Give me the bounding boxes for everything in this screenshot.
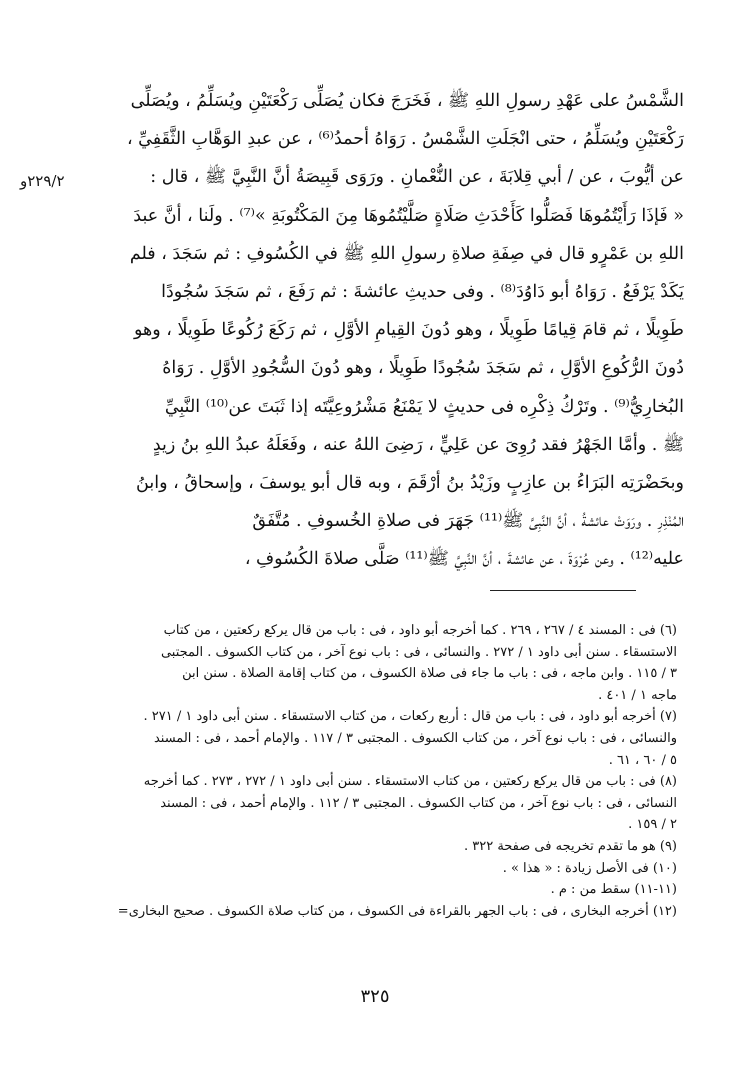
body-line: وبحَضْرَتِه البَرَاءُ بن عازِبٍ وزَيْدُ بنُ أرْقَمَ ، وبه قال أبو يوسفَ ، وإسحاقُ ، وابنُ (136, 472, 684, 493)
body-line: يَكَدْ يَرْفَعُ . رَوَاهُ أبو دَاوُدَ⁽⁸⁾ . وفى حديثِ عائشةَ : ثم رَفَعَ ، ثم سَجَدَ سُجُودًا (161, 281, 684, 302)
body-line: دُونَ الرُّكُوعِ الأوَّلِ ، ثم سَجَدَ سُجُودًا طَوِيلًا ، وهو دُونَ السُّجُودِ الأوَّلِ . رَوَاهُ (162, 358, 684, 379)
footnote-line: (١٢) أخرجه البخارى ، فى : باب الجهر بالقراءة فى الكسوف ، من كتاب صلاة الكسوف . صحيح البخارى= (117, 903, 677, 919)
footnote-line: ماجه ١ / ٤٠١ . (598, 687, 677, 703)
main-body-text (78, 82, 684, 578)
body-line: عن أيُّوبَ ، عن / أبي قِلابَةَ ، عن النُّعْمانِ . ورَوَى قَبِيصَةُ أنَّ النَّبِيَّ ﷺ ، قال : (150, 167, 684, 188)
footnote-line: النسائى ، فى : باب نوع آخر ، من كتاب الكسوف . المجتبى ٣ / ١١٢ . والإمام أحمد ، فى : المسند (160, 795, 677, 811)
body-line: طَوِيلًا ، ثم قامَ قِيامًا طَوِيلًا ، وهو دُونَ القِيامِ الأوَّلِ ، ثم رَكَعَ رُكُوعًا طَوِيلًا ، وهو (134, 320, 684, 341)
footnote-line: (١٠) فى الأصل زيادة : « هذا » . (502, 860, 677, 876)
body-line: عليه⁽¹²⁾ . وعن عُرْوَةَ ، عن عائشةَ ، أنَّ النَّبِيَّ ﷺ⁽¹¹⁾ صَلَّى صلاةَ الكُسُوفِ ، (244, 549, 684, 570)
footnote-line: (٨) فى : باب من قال يركع ركعتين ، من كتاب الاستسقاء . سنن أبى داود ١ / ٢٧٢ ، ٢٧٣ . كما أخرجه (143, 774, 677, 790)
footnote-line: والنسائى ، فى : باب نوع آخر ، من كتاب الكسوف . المجتبى ٣ / ١١٧ . والإمام أحمد ، فى : المسند (153, 730, 677, 746)
footnote-line: (١١-١١) سقط من : م . (550, 882, 677, 898)
footnotes (92, 620, 677, 922)
footnote-divider (490, 590, 636, 591)
footnote-line: الاستسقاء . سنن أبى داود ١ / ٢٧٢ . والنسائى ، فى : باب نوع آخر ، من كتاب الكسوف . المجتبى (160, 644, 677, 660)
footnote-line: (٦) فى : المسند ٤ / ٢٦٧ ، ٢٦٩ . كما أخرجه أبو داود ، فى : باب من قال يركع ركعتين ، من كتاب (163, 623, 677, 638)
body-line: « فَإذَا رَأَيْتُمُوهَا فَصَلُّوا كَأَحْدَثِ صَلَاةٍ صَلَّيْتُمُوهَا مِنَ المَكْتُوبَةِ »⁽⁷⁾ . ولَنا ، أنَّ عبدَ (133, 205, 684, 226)
body-line: رَكْعَتَيْنِ ويُسَلِّمُ ، حتى انْجَلَتِ الشَّمْسُ . رَوَاهُ أحمدُ⁽⁶⁾ ، عن عبدِ الوَهَّابِ الثَّقَفِيِّ ، (126, 129, 684, 150)
body-line: ﷺ . وأمَّا الجَهْرُ فقد رُوِىَ عن عَلِيٍّ ، رَضِىَ اللهُ عنه ، وفَعَلَهُ عبدُ اللهِ بنُ زيدٍ (152, 434, 684, 455)
footnote-line: ٢ / ١٥٩ . (628, 817, 677, 833)
footnote-line: ٣ / ١١٥ . وابن ماجه ، فى : باب ما جاء فى صلاة الكسوف ، من كتاب إقامة الصلاة . سنن ابن (182, 666, 677, 682)
body-line: المُنْذِرِ . ورَوَتْ عائشةُ ، أنَّ النَّبِىَّ ﷺ⁽¹¹⁾ جَهَرَ فى صلاةِ الخُسوفِ . مُتَّفَقٌ (252, 511, 684, 532)
footnote-line: ٥ / ٦٠ ، ٦١ . (608, 752, 677, 768)
page-number: ٣٢٥ (360, 986, 390, 1007)
footnote-line: (٧) أخرجه أبو داود ، فى : باب من قال : أربع ركعات ، من كتاب الاستسقاء . سنن أبى داود ١ / ٢٧١ . (143, 709, 677, 725)
body-line: الشَّمْسُ على عَهْدِ رسولِ اللهِ ﷺ ، فَخَرَجَ فكان يُصَلِّى رَكْعَتَيْنِ ويُسَلِّمُ ، ويُصَلِّى (130, 91, 684, 111)
body-line: اللهِ بن عَمْرٍو قال في صِفَةِ صلاةِ رسولِ اللهِ ﷺ في الكُسُوفِ : ثم سَجَدَ ، فلم (129, 243, 684, 264)
margin-folio-note: ٢٢٩/٢و (20, 172, 65, 190)
body-line: البُخارِيُّ⁽⁹⁾ . وتَرْكُ ذِكْرِه فى حديثٍ لا يَمْنَعُ مَشْرُوعِيَّتَه إذا ثَبَتَ عن⁽¹⁰⁾ النَّبِيِّ (164, 396, 684, 417)
footnote-line: (٩) هو ما تقدم تخريجه فى صفحة ٣٢٢ . (463, 838, 677, 854)
